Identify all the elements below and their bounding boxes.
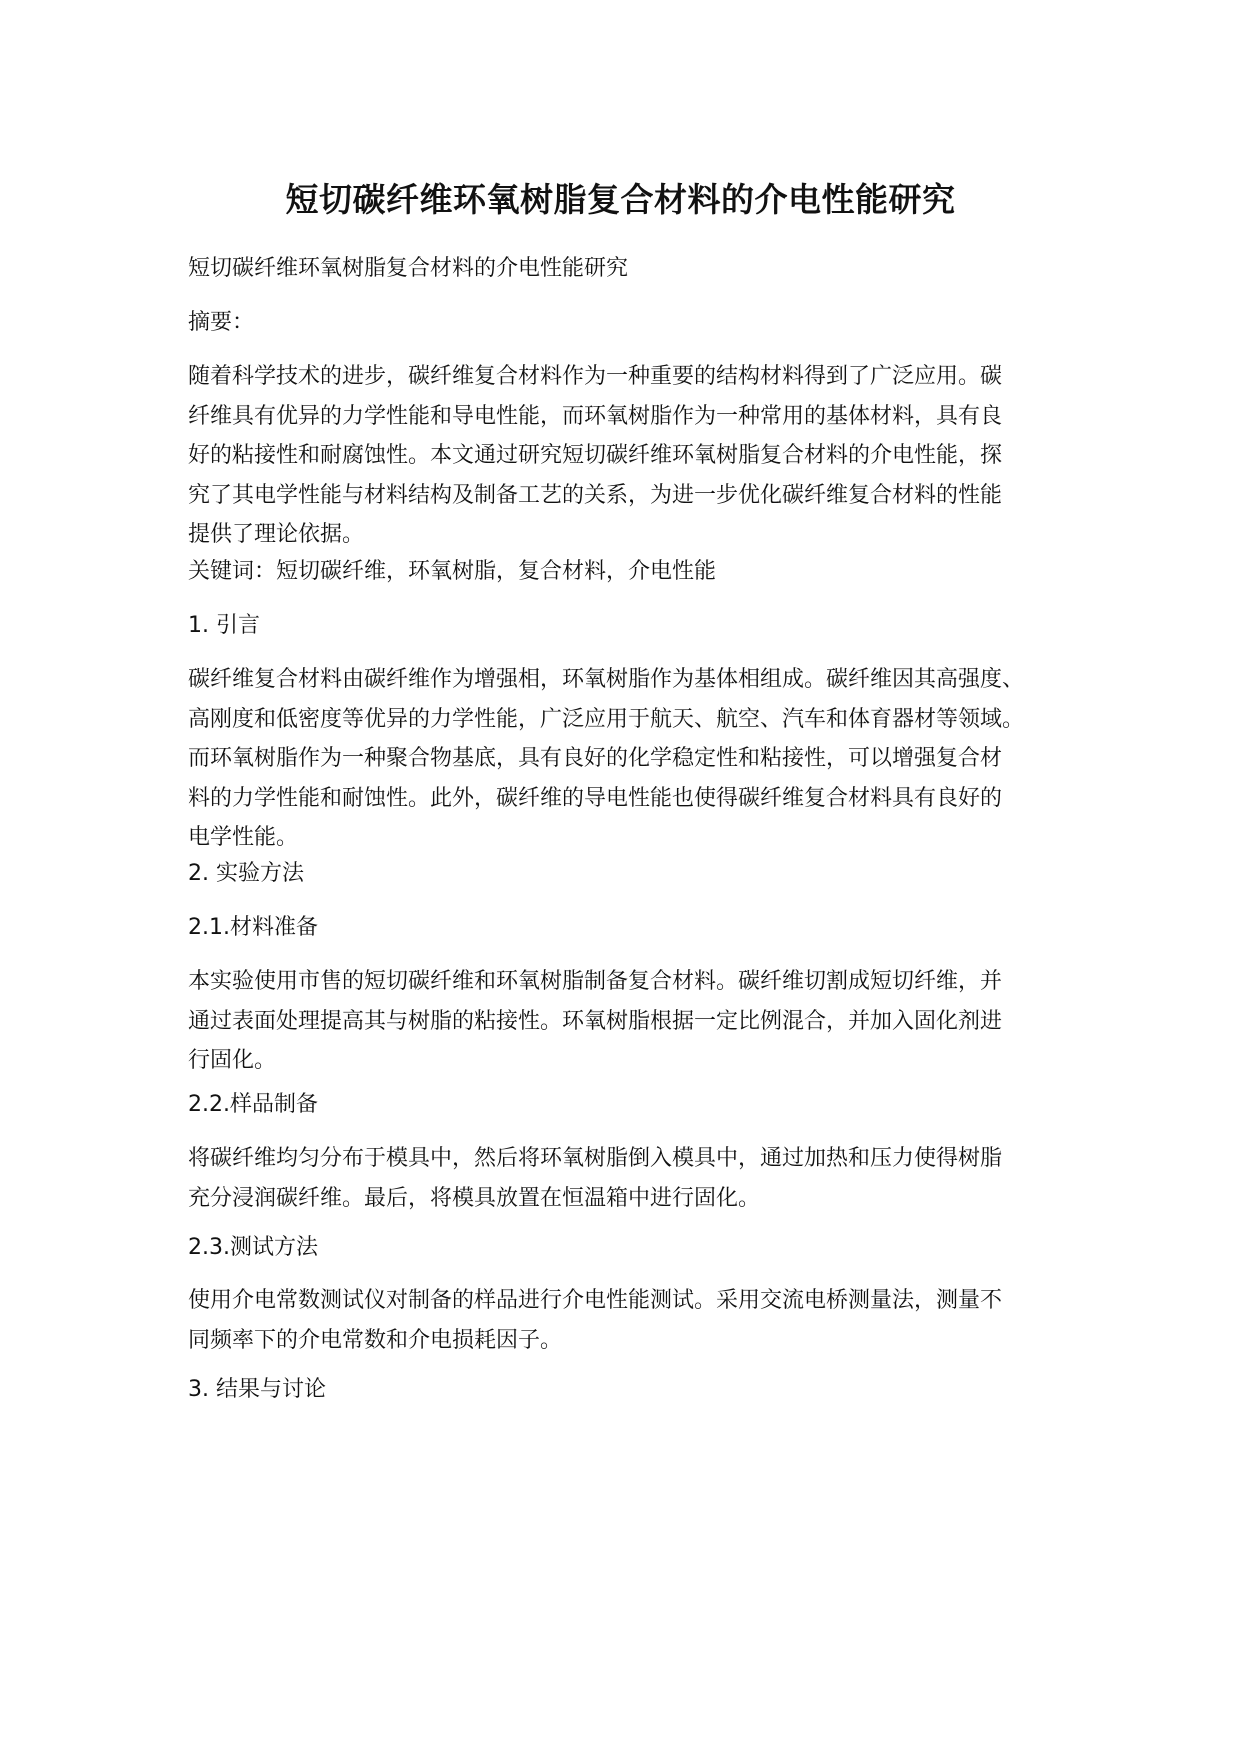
- subsection-heading-test-methods: [188, 1228, 1068, 1268]
- abstract-line: 提供了理论依据。: [188, 522, 365, 547]
- paragraph-line: 将碳纤维均匀分布于模具中，然后将环氧树脂倒入模具中，通过加热和压力使得树脂: [188, 1146, 1003, 1171]
- sample-prep-paragraph: [188, 1139, 1068, 1218]
- section-heading-introduction: [188, 606, 1068, 646]
- abstract-line: 好的粘接性和耐腐蚀性。本文通过研究短切碳纤维环氧树脂复合材料的介电性能，探: [188, 443, 1003, 468]
- subsection-heading-text: 2.2.样品制备: [188, 1092, 318, 1117]
- paragraph-line: 充分浸润碳纤维。最后，将模具放置在恒温箱中进行固化。: [188, 1185, 761, 1211]
- keywords-text: 关键词：短切碳纤维，环氧树脂，复合材料，介电性能: [188, 559, 717, 584]
- section-heading-results: [188, 1370, 1068, 1410]
- paragraph-line: 碳纤维复合材料由碳纤维作为增强相，环氧树脂作为基体相组成。碳纤维因其高强度、: [188, 667, 1025, 692]
- subsection-heading-text: 2.3.测试方法: [188, 1235, 318, 1260]
- paragraph-line: 而环氧树脂作为一种聚合物基底，具有良好的化学稳定性和粘接性，可以增强复合材: [188, 746, 1003, 771]
- abstract-paragraph: [188, 357, 1068, 555]
- paragraph-line: 料的力学性能和耐蚀性。此外，碳纤维的导电性能也使得碳纤维复合材料具有良好的: [188, 785, 1003, 811]
- document-title: 短切碳纤维环氧树脂复合材料的介电性能研究: [285, 180, 956, 219]
- abstract-line: 纤维具有优异的力学性能和导电性能，而环氧树脂作为一种常用的基体材料，具有良: [188, 403, 1003, 429]
- subsection-heading-sample-prep: [188, 1085, 1068, 1125]
- abstract-label: [188, 303, 1068, 343]
- section-heading-text: 1. 引言: [188, 613, 260, 638]
- paragraph-line: 使用介电常数测试仪对制备的样品进行介电性能测试。采用交流电桥测量法，测量不: [188, 1288, 1003, 1313]
- materials-paragraph: [188, 962, 1068, 1081]
- abstract-label-text: 摘要：: [188, 310, 255, 335]
- section-heading-methods: [188, 854, 1068, 894]
- section-heading-text: 2. 实验方法: [188, 861, 304, 886]
- paragraph-line: 高刚度和低密度等优异的力学性能，广泛应用于航天、航空、汽车和体育器材等领域。: [188, 706, 1025, 732]
- subtitle-text: 短切碳纤维环氧树脂复合材料的介电性能研究: [188, 256, 629, 281]
- abstract-line: 究了其电学性能与材料结构及制备工艺的关系，为进一步优化碳纤维复合材料的性能: [188, 482, 1003, 508]
- abstract-line: 随着科学技术的进步，碳纤维复合材料作为一种重要的结构材料得到了广泛应用。碳: [188, 364, 1003, 389]
- document-subtitle: [188, 249, 1068, 289]
- section-heading-text: 3. 结果与讨论: [188, 1377, 326, 1402]
- subsection-heading-text: 2.1.材料准备: [188, 915, 318, 940]
- paragraph-line: 本实验使用市售的短切碳纤维和环氧树脂制备复合材料。碳纤维切割成短切纤维，并: [188, 969, 1003, 994]
- keywords: [188, 552, 1068, 592]
- subsection-heading-materials: [188, 908, 1068, 948]
- paragraph-line: 行固化。: [188, 1048, 277, 1073]
- paragraph-line: 电学性能。: [188, 825, 299, 850]
- introduction-paragraph: [188, 660, 1068, 858]
- paragraph-line: 同频率下的介电常数和介电损耗因子。: [188, 1327, 563, 1353]
- test-methods-paragraph: [188, 1281, 1068, 1360]
- paragraph-line: 通过表面处理提高其与树脂的粘接性。环氧树脂根据一定比例混合，并加入固化剂进: [188, 1008, 1003, 1034]
